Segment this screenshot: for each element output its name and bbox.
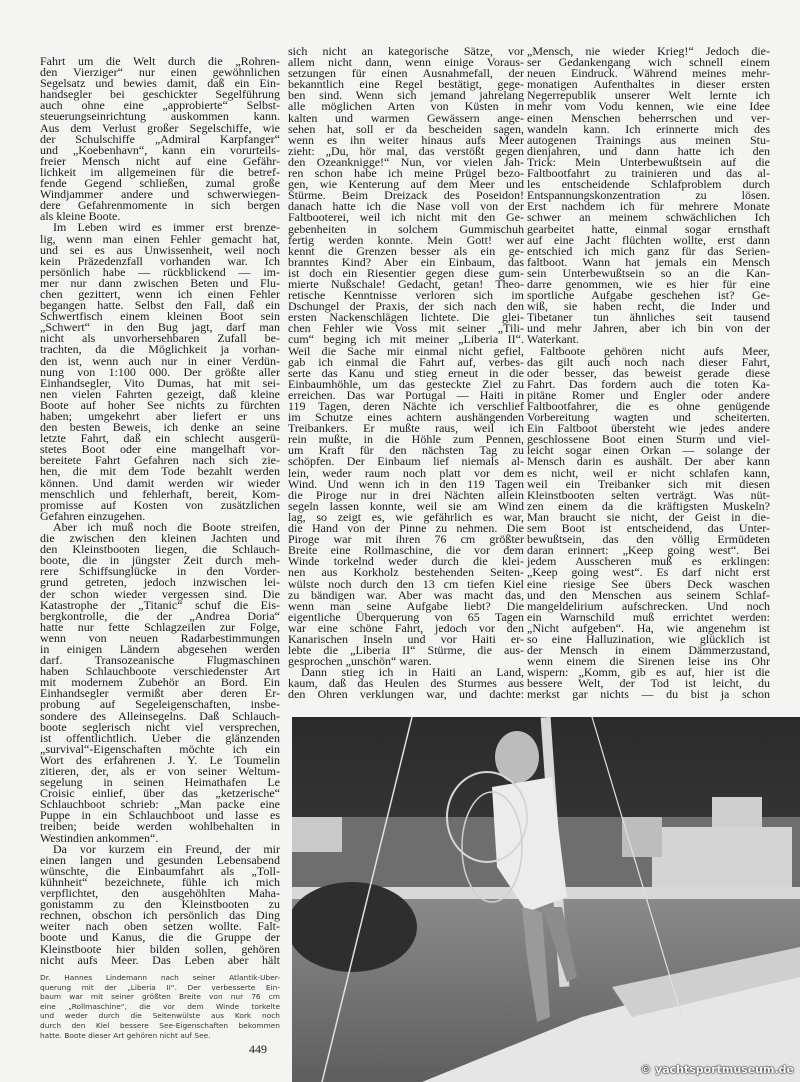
text-line: Faltbooterei, weil ich nicht mit den Ge-	[288, 210, 524, 225]
text-line: den besten Beweis, ich denke an seine	[40, 420, 280, 435]
text-line: zitieren, der, als er von seiner Weltum-	[40, 764, 280, 778]
text-line: grund getreten, jedoch inzwischen lei-	[40, 575, 280, 590]
text-line: den Ohren verklungen war, und dachte:	[288, 687, 524, 702]
text-line: es nicht, weil er nicht schlafen kann,	[527, 465, 770, 480]
text-line: geschlossene Boot einen Sturm und viel-	[527, 432, 770, 447]
page-number: 449	[249, 1042, 267, 1056]
text-line: wülste noch durch den 13 cm tiefen Kiel	[288, 576, 524, 591]
text-line: 119 Tagen, deren Nächte ich verschlief	[288, 399, 524, 413]
text-line: „Keep going west“. Es darf nicht erst	[527, 565, 770, 580]
text-line: Stürme. Beim Dreizack des Poseidon!	[288, 188, 524, 203]
caption-line: querung mit der „Liberia II“. Der verbesserte Ein-	[40, 982, 280, 992]
text-line: leicht sogar einen Orkan — solange der	[527, 443, 770, 458]
text-line: Ein Faltboot übersteht wie jedes andere	[527, 421, 770, 436]
text-line: mangeldelirium aufschrecken. Und noch	[527, 598, 770, 613]
text-line: neuen Eindruck. Während meines mehr-	[527, 66, 770, 81]
caption-line: und weder durch die Seitenwülste aus Kork noch	[40, 1011, 280, 1021]
text-line: bewußtsein, das den völlig Ermüdeten	[527, 532, 770, 547]
text-line: Tibetaner tun ähnliches seit tausend	[527, 310, 770, 325]
text-line: eigentliche Überquerung von 65 Tagen	[288, 609, 524, 624]
text-line: kühnheit“ bezeichnete, fühle ich mich	[40, 874, 280, 889]
text-line: cum“ beging ich mit meiner „Liberia II“.	[288, 332, 524, 347]
text-line: les entscheidende Schlafproblem durch	[527, 177, 770, 192]
text-line: Winde torkelnd weder durch die klei-	[288, 554, 524, 569]
text-line: sportliche Aufgabe geschehen ist? Ge-	[527, 288, 770, 303]
text-line: nen aus Korkholz bestehenden Seiten-	[288, 565, 524, 580]
text-line: mehr vom Vodu kennen, wie eine Idee	[527, 99, 770, 114]
text-line: Boote auf hoher See nichts zu fürchten	[40, 397, 280, 412]
text-line: Wind. Und wenn ich in den 119 Tagen	[288, 476, 524, 491]
text-line: rechnen, obschon ich persönlich das Ding	[40, 908, 280, 923]
text-column-1	[40, 56, 280, 966]
paragraph	[40, 56, 280, 222]
caption-line: eine „Rollmaschine“, die vor dem Winde torkelte	[40, 1001, 280, 1011]
text-line: schwer an meinem schwächlichen Ich	[527, 210, 770, 225]
text-line: danach hatte ich die Nase voll von der	[288, 199, 524, 214]
text-line: setzungen für einen Ausnahmefall, der	[288, 66, 524, 81]
text-line: lein, weder raum noch platt vor dem	[288, 465, 524, 480]
text-line: „Nicht aufgeben“. Ha, wie angenehm ist	[527, 620, 770, 635]
text-line: sem Boot ist entscheidend, das Unter-	[527, 521, 770, 536]
text-line: entschied ich mich ganz für das Serien-	[527, 243, 770, 258]
text-line: zu bändigen war. Aber was macht das,	[288, 587, 524, 602]
text-line: war eine schöne Fahrt, jedoch vor den	[288, 620, 524, 635]
text-line: sehen hat, soll er da bescheiden sagen,	[288, 121, 524, 136]
text-line: ser Gedankengang wich schnell einem	[527, 55, 770, 70]
paragraph	[40, 222, 280, 522]
text-line: gab ich einmal die Fahrt auf, verbes-	[288, 354, 524, 369]
text-line: nicht als unvorhersehbaren Zufall be-	[40, 331, 280, 346]
text-line: gesprochen „unschön“ waren.	[288, 654, 432, 669]
text-line: dienjahren, und dann hatte ich den	[527, 143, 770, 158]
text-line: boote, die in jüngster Zeit durch meh-	[40, 553, 280, 568]
text-line: in einigen Ländern abgesehen werden	[40, 641, 280, 656]
text-line: wenn einem die Sirenen leise ins Ohr	[527, 654, 770, 669]
text-line: autogenen Trainings aus meinen Stu-	[527, 132, 770, 147]
text-line: gearbeitet hatte, einmal sogar ernsthaft	[527, 221, 770, 236]
text-line: der schon wieder vergessen sind. Die	[40, 586, 280, 601]
paragraph	[527, 343, 770, 702]
text-line: lag, so zeigt es, wie gefährlich es war,	[288, 509, 524, 524]
text-line: eine riesige See übers Deck waschen	[527, 576, 770, 591]
text-line: wenn man seine Aufgabe liebt? Die	[288, 598, 524, 613]
text-line: verpflichtet, den ausgehöhlten Maha-	[40, 886, 280, 901]
text-line: ist doch ein Riesentier gegen diese gum-	[288, 265, 524, 280]
text-line: menschlich und fehlerhaft, bereit, Kom-	[40, 486, 280, 501]
text-line: erreichen. Das war Portugal — Haiti in	[288, 387, 524, 402]
text-line: Weil die Sache mir einmal nicht gefiel,	[288, 343, 524, 358]
text-line: Puppe in ein Schlauchboot und lasse es	[40, 808, 280, 823]
text-line: bekanntlich eine Regel bestätigt, gege-	[288, 77, 524, 92]
text-line: pitäne Romer und Engler oder andere	[527, 387, 770, 402]
text-line: ein Warnschild muß errichtet werden:	[527, 609, 770, 624]
text-line: den Ozeanknigge!“ Nun, vor vielen Jah-	[288, 154, 524, 169]
text-line: Einhandsegler vermißt aber deren Er-	[40, 686, 280, 701]
text-line: weiter nach oben setzen wollte. Falt-	[40, 919, 280, 934]
text-line: kalten und warmen Gewässern ange-	[288, 110, 524, 125]
text-line: Entspannungskonzentration zu lösen.	[527, 188, 770, 203]
text-line: Treibankers. Er mußte raus, weil ich	[288, 421, 524, 436]
paragraph	[527, 46, 770, 346]
text-line: lebte die „Liberia II“ Stürme, die aus-	[288, 643, 524, 658]
text-line: Schwertfisch einem kleinen Boot sein	[40, 309, 280, 324]
text-line: wenn es ihn weiter hinaus aufs Meer	[288, 132, 524, 147]
text-line: wiß, sie haben recht, die Inder und	[527, 299, 770, 314]
text-line: branntes Kind? Aber ein Einbaum, das	[288, 254, 524, 269]
text-line: sondere des Alleinsegelns. Daß Schlauch-	[40, 708, 280, 723]
text-line: mit modernem Zubehör an Bord. Ein	[40, 675, 280, 690]
text-line: nung von 1:100 000. Der größte aller	[40, 364, 280, 379]
text-line: probung auf Segeleigenschaften, insbe-	[40, 697, 280, 712]
text-line: stetes Boot oder eine mangelhaft vor-	[40, 442, 280, 457]
text-line: nicht aufs Meer. Das Leben aber hält	[40, 952, 280, 967]
text-line: kein Präzedenzfall vorhanden war. Ich	[40, 253, 280, 268]
text-line: sein Unterbewußtsein so an die Kan-	[527, 265, 770, 280]
text-line: als kleine Boote.	[40, 209, 121, 224]
text-line: gonistamm zu den Kleinstbooten zu	[40, 897, 280, 912]
text-line: haben; umgekehrt aber liefert er uns	[40, 409, 280, 423]
text-line: Westindien ankommen“.	[40, 830, 159, 845]
text-line: rere Schiffsunglücke in den Vorder-	[40, 564, 280, 579]
text-line: chen gezittert, wenn ich einen Fehler	[40, 286, 280, 301]
text-line: Kanarischen Inseln und vor Haiti er-	[288, 631, 524, 646]
text-line: allem nicht dann, wenn einige Voraus-	[288, 55, 524, 70]
text-line: Katastrophe der „Titanic“ schuf die Eis-	[40, 597, 280, 612]
text-line: den Kleinstbooten liegen, die Schlauch-	[40, 542, 280, 557]
text-line: begangen hatte. Selbst den Fall, daß ein	[40, 298, 280, 313]
text-line: monatigen Aufenthaltes in dieser ersten	[527, 77, 770, 92]
text-line: wispern: „Komm, gib es auf, hier ist die	[527, 665, 770, 680]
text-line: merkst gar nichts — du bist ja schon	[527, 687, 770, 702]
text-line: rein mußte, in die Höhle zum Pennen,	[288, 432, 524, 447]
text-line: darf. Transozeanische Flugmaschinen	[40, 653, 280, 668]
text-line: im Schutze eines achtern aushängenden	[288, 410, 524, 425]
text-line: hen, die mit dem Tode bezahlt werden	[40, 464, 280, 479]
text-line: dere Gefahrenmomente in sich bergen	[40, 198, 280, 213]
text-line: Croisic einlief, über das „ketzerische“	[40, 786, 280, 801]
text-line: und den Menschen aus seinem Schlaf-	[527, 587, 770, 602]
text-line: Breite eine Rollmaschine, die vor dem	[288, 543, 524, 558]
text-line: bergkontrolle, die der „Andrea Doria“	[40, 608, 280, 623]
text-line: fertig werden konnte. Mein Gott! wer	[288, 232, 524, 247]
text-line: Faltboote gehören nicht aufs Meer,	[540, 343, 770, 358]
mangrove-bush	[292, 882, 417, 972]
text-line: die Piroge nur in drei Nächten allein	[288, 487, 524, 502]
text-line: das gilt auch noch nach dieser Fahrt,	[527, 354, 770, 369]
text-line: alle möglichen Arten von Küsten in	[288, 99, 524, 114]
text-line: segeln lassen konnte, weil sie am Wind	[288, 498, 524, 513]
text-line: Segelsatz und bewies damit, daß ein Ein-	[40, 76, 280, 91]
paragraph	[288, 46, 524, 667]
text-line: den Vierziger“ nur einen gewöhnlichen	[40, 65, 280, 80]
text-line: boote und Kanus, die die Gruppe der	[40, 930, 280, 945]
text-line: Fahrt. Das fordern auch die toten Ka-	[527, 376, 770, 391]
text-column-3	[527, 46, 770, 701]
text-line: wandeln kann. Ich erinnerte mich des	[527, 121, 770, 136]
text-line: Man braucht sie nicht, der Geist in die-	[527, 509, 770, 524]
photo-caption	[40, 973, 280, 1040]
text-line: zieht: „Du, hör mal, das verstößt gegen	[288, 143, 524, 158]
text-line: Aus dem Verlust großer Segelschiffe, wie	[40, 120, 280, 135]
text-line: Piroge war mit ihren 76 cm größter	[288, 532, 524, 547]
text-line: „Schwert“ in den Bug jagt, darf man	[40, 320, 280, 335]
text-line: trachten, da die Möglichkeit ja vorhan-	[40, 342, 280, 357]
text-line: schöpfen. Der Einbaum lief niemals al-	[288, 454, 524, 469]
text-line: persönlich habe — rückblickend — im-	[40, 264, 280, 279]
text-line: Kleinstboote hier bilden sollen, gehören	[40, 941, 280, 956]
text-line: jedem Ausscheren muß es erklingen:	[527, 554, 770, 569]
text-line: letzte Fahrt, daß ein schlecht ausgerü-	[40, 431, 280, 446]
text-line: Faltbootfahrt zu trainieren und das al-	[527, 166, 770, 181]
photo-sailor-on-boat	[292, 717, 800, 1082]
text-line: den ist, wenn auch nur in einer Verdün-	[40, 353, 280, 368]
text-line: treiben; beide werden wohlbehalten in	[40, 819, 280, 834]
text-line: kaum, daß das Heulen des Sturmes aus	[288, 676, 524, 691]
text-line: Waterkant.	[527, 332, 580, 347]
caption-line: baum war mit seiner größten Breite von nur 76 cm	[40, 992, 280, 1002]
caption-line: Dr. Hannes Lindemann nach seiner Atlantik-Uber-	[40, 973, 280, 982]
text-line: Erst nachdem ich für mehrere Monate	[527, 199, 770, 214]
text-line: serte das Kanu und stieg erneut in die	[288, 365, 524, 380]
text-line: auf eine Jacht flüchten wollte, erst dann	[527, 232, 770, 247]
text-line: darre genommen, wie es hier für eine	[527, 276, 770, 291]
text-line: Kleinstbooten selten verträgt. Was nüt-	[527, 487, 770, 502]
text-line: und sei es aus Unwissenheit, weil noch	[40, 242, 280, 257]
paragraph	[40, 519, 280, 845]
paragraph	[288, 667, 524, 700]
text-line: segelung in seinen Heimathafen Le	[40, 775, 280, 790]
text-line: der Mensch in einem Dämmerzustand,	[527, 643, 770, 658]
text-line: wenn von neuen Radarbestimmungen	[40, 630, 280, 645]
text-line: oder besser, das beweist gerade diese	[527, 365, 770, 380]
text-line: fende Gegend schließen, zumal große	[40, 176, 280, 191]
text-line: einen Menschen beherrschen und ver-	[527, 110, 770, 125]
photo-image	[292, 717, 800, 1082]
paragraph	[40, 841, 280, 967]
text-line: und „Koebenhavn“, kann ein vorurteils-	[40, 142, 280, 157]
text-line: Da vor kurzem ein Freund, der mir	[53, 841, 280, 856]
text-line: die Hand von der Pinne zu nehmen. Die	[288, 521, 524, 536]
text-line: Dann stieg ich in Haiti an Land,	[301, 665, 524, 680]
text-line: Windjammer andere und schwerwiegen-	[40, 187, 280, 202]
text-line: ben sind. Wenn sich jemand jahrelang	[288, 88, 524, 103]
text-line: der Schulschiffe „Admiral Karpfanger“	[40, 131, 280, 146]
text-line: können. Und damit werden wir wieder	[40, 475, 280, 490]
text-line: die zwischen den kleinen Jachten und	[40, 531, 280, 546]
text-line: hatte nur fette Schlagzeilen zur Folge,	[40, 619, 280, 634]
text-line: Schlauchboot schrieb: „Man packe eine	[40, 797, 280, 812]
text-line: sich nicht an kategorische Sätze, vor	[288, 44, 524, 58]
text-line: faltboot. Wann hat jemals ein Mensch	[527, 254, 770, 269]
text-line: chen Fehler wie Voss mit seiner „Tili-	[288, 321, 524, 336]
text-line: Aber ich muß noch die Boote streifen,	[53, 519, 280, 534]
text-line: steuerungseinrichtung auskommen kann.	[40, 109, 280, 124]
text-line: promisse auf Kosten von zusätzlichen	[40, 497, 280, 512]
text-line: um Kraft für den nächsten Tag zu	[288, 443, 524, 458]
text-line: Dschungel der Praxis, der sich nach den	[288, 299, 524, 314]
text-line: Vorbereitung wagten und scheiterten.	[527, 410, 770, 425]
text-line: Mensch darin es aushält. Der aber kann	[527, 454, 770, 469]
text-line: Einbaumhöhle, um das gesteckte Ziel zu	[288, 376, 524, 391]
text-line: Trick: Mein Unterbewußtsein auf die	[527, 154, 770, 169]
text-line: Im Leben wird es immer erst brenze-	[53, 220, 280, 235]
text-line: nen vielen Fahrten gezeigt, daß kleine	[40, 386, 280, 401]
text-line: wünschte, die Einbaumfahrt als „Toll-	[40, 863, 280, 878]
text-line: mer nur dann zwischen Beten und Flu-	[40, 275, 280, 290]
watermark: © yachtsportmuseum.de	[640, 1063, 794, 1076]
text-line: gen, wie Kenterung auf dem Meer und	[288, 177, 524, 192]
text-line: zen einem da die kräftigsten Muskeln?	[527, 498, 770, 513]
text-line: bereitete Fahrt Gefahren nach sich zie-	[40, 453, 280, 468]
text-line: ersten Nackenschlägen lichtete. Die glei-	[288, 310, 524, 325]
text-line: auch ohne eine „approbierte“ Selbst-	[40, 98, 280, 113]
text-line: „survival“-Eigenschaften möchte ich ein	[40, 741, 280, 756]
text-line: ren schon habe ich meine Prügel bezo-	[288, 166, 524, 181]
caption-line: hatte. Boote dieser Art gehören nicht auf See.	[40, 1030, 211, 1040]
text-line: daran erinnert: „Keep going west“. Bei	[527, 543, 770, 558]
text-line: mierte Nußschale! Gedacht, getan! Theo-	[288, 276, 524, 291]
text-line: Fahrt um die Welt durch die „Rohren-	[40, 54, 280, 68]
text-line: ist offentlichtlich. Ueber die glänzenden	[40, 730, 280, 745]
text-line: einen langen und gesunden Lebensabend	[40, 852, 280, 867]
text-column-2	[288, 46, 524, 701]
text-line: haben Schlauchboote verschiedenster Art	[40, 664, 280, 679]
text-line: lichkeit im allgemeinen für die betref-	[40, 164, 280, 179]
text-line: gebenheiten in solchem Gummischuh	[288, 221, 524, 236]
text-line: boote seglerisch nicht viel versprechen,	[40, 719, 280, 734]
text-line: Wort des erfahrenen J. Y. Le Toumelin	[40, 752, 280, 767]
text-line: Negerrepublik unserer Welt lernte ich	[527, 88, 770, 103]
caption-line: durch den Kiel bessere See-Eigenschaften bekommen	[40, 1020, 280, 1030]
text-line: so eine Halluzination, wie glücklich ist	[527, 631, 770, 646]
text-line: Einhandsegler, Vito Dumas, hat mit sei-	[40, 375, 280, 390]
text-line: „Mensch, nie wieder Krieg!“ Jedoch die-	[527, 44, 770, 58]
text-line: freier Mensch nicht auf eine Gefähr-	[40, 153, 280, 168]
text-line: Gefahren einzugehen.	[40, 508, 146, 523]
text-line: weil ein Treibanker sich mit diesen	[527, 476, 770, 491]
text-line: Faltbootfahrer, die es ohne genügende	[527, 399, 770, 413]
text-line: retische Kenntnisse verloren sich im	[288, 288, 524, 303]
text-line: bessere Welt, der Tod ist leicht, du	[527, 676, 770, 691]
text-line: kennt die Grenzen besser als ein ge-	[288, 243, 524, 258]
text-line: und mehr Jahren, aber ich bin von der	[527, 321, 770, 336]
text-line: lig, wenn man einen Fehler gemacht hat,	[40, 231, 280, 246]
text-line: handsegler bei geschickter Segelführung	[40, 87, 280, 102]
